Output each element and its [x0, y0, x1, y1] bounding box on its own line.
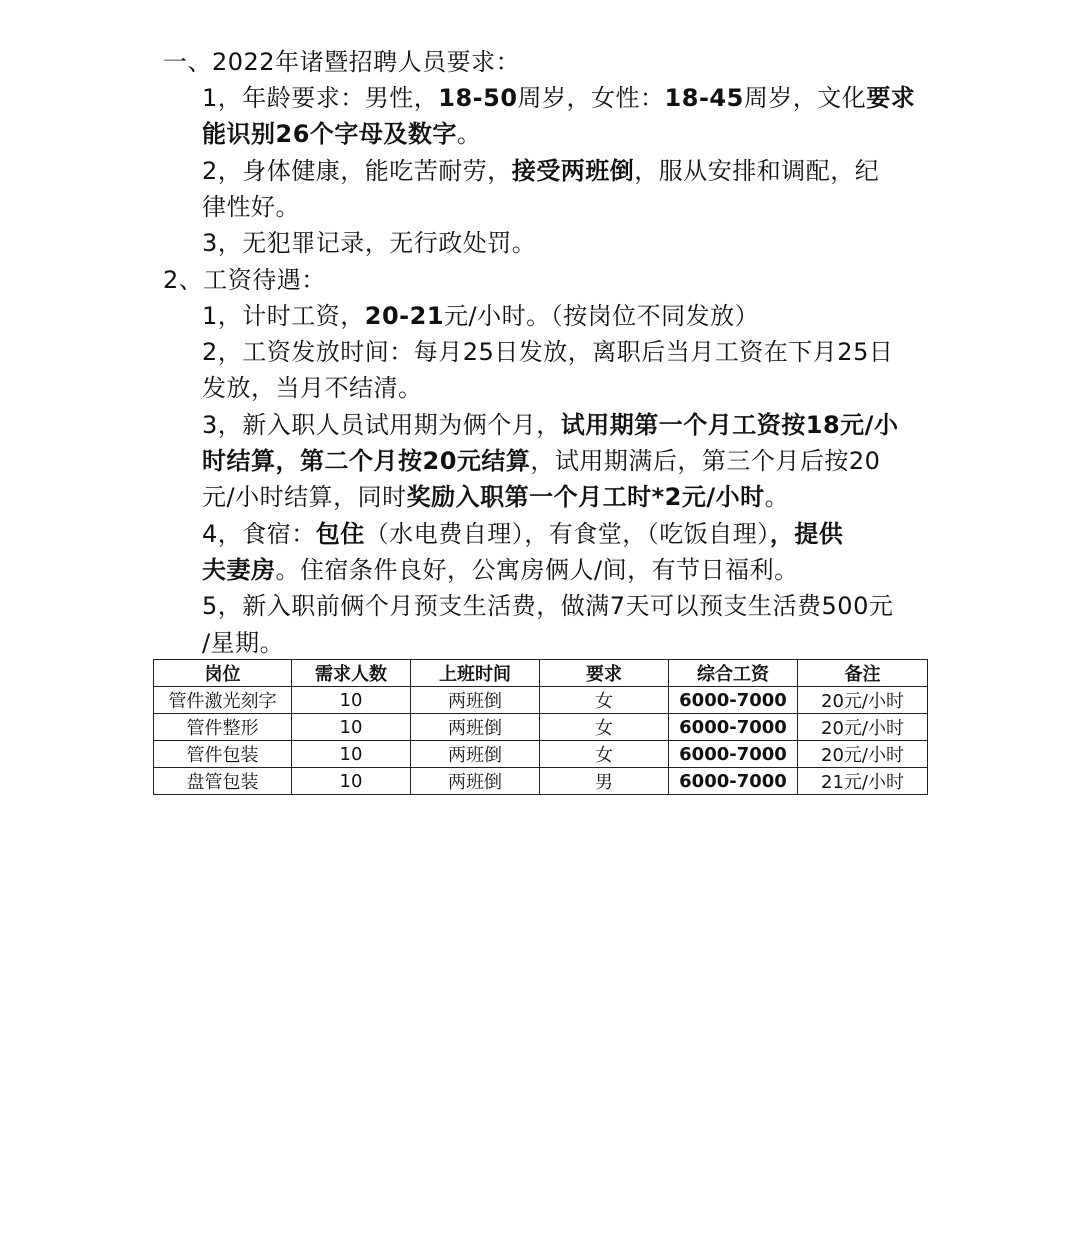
wage-hourly	[202, 298, 759, 334]
cell-note: 21元/小时	[798, 768, 928, 795]
cell-headcount: 10	[292, 714, 411, 741]
text-run: 1，计时工资，	[202, 302, 365, 330]
positions-table	[153, 659, 928, 795]
text-run: （水电费自理），有食堂，（吃饭自理）	[364, 520, 770, 548]
wage-probation-line-1	[202, 407, 898, 443]
text-run: 元/小时结算，同时	[202, 483, 407, 511]
cell-position: 盘管包装	[154, 768, 292, 795]
lodging-line-2	[202, 552, 799, 588]
text-run: 。	[764, 483, 790, 511]
lodging-line-1	[202, 516, 843, 552]
requirement-health-line-2: 律性好。	[202, 193, 300, 221]
text-run: 3，新入职人员试用期为俩个月，	[202, 411, 561, 439]
text-run-bold: 包住	[315, 520, 365, 548]
wage-probation-line-2	[202, 443, 880, 479]
header-requirement: 要求	[540, 660, 669, 687]
section-2-title: 2、工资待遇：	[163, 266, 326, 294]
text-run: 周岁，女性：	[517, 84, 665, 112]
header-salary: 综合工资	[669, 660, 798, 687]
cell-requirement: 女	[540, 687, 669, 714]
cell-salary: 6000-7000	[669, 687, 798, 714]
text-run-bold: ，提供	[769, 520, 844, 548]
table-header-row	[154, 660, 928, 687]
wage-payday-line-1: 2，工资发放时间：每月25日发放，离职后当月工资在下月25日	[202, 338, 894, 366]
cell-salary: 6000-7000	[669, 768, 798, 795]
cell-requirement: 女	[540, 741, 669, 768]
requirement-age-line-1	[202, 80, 915, 116]
text-run: 4，食宿：	[202, 520, 316, 548]
cell-shift: 两班倒	[411, 768, 540, 795]
header-note: 备注	[798, 660, 928, 687]
wage-payday-line-2: 发放，当月不结清。	[202, 374, 423, 402]
text-run-bold: 18-45	[664, 84, 744, 112]
advance-line-1: 5，新入职前俩个月预支生活费，做满7天可以预支生活费500元	[202, 592, 894, 620]
table-row	[154, 741, 928, 768]
header-shift: 上班时间	[411, 660, 540, 687]
cell-headcount: 10	[292, 741, 411, 768]
text-run: 周岁，文化	[743, 84, 867, 112]
text-run-bold: 能识别26个字母及数字	[202, 120, 457, 148]
text-run: 。住宿条件良好，公寓房俩人/间，有节日福利。	[275, 556, 799, 584]
text-run-bold: 夫妻房	[202, 556, 276, 584]
text-run-bold: 20-21	[364, 302, 445, 330]
cell-shift: 两班倒	[411, 687, 540, 714]
table-row	[154, 768, 928, 795]
text-run: ，服从安排和调配，纪	[634, 157, 880, 185]
requirement-age-line-2	[202, 116, 481, 152]
cell-salary: 6000-7000	[669, 741, 798, 768]
text-run: ，试用期满后，第三个月后按20	[530, 447, 881, 475]
table-row	[154, 714, 928, 741]
cell-position: 管件激光刻字	[154, 687, 292, 714]
text-run-bold: 接受两班倒	[511, 157, 635, 185]
text-run: 2，身体健康，能吃苦耐劳，	[202, 157, 512, 185]
text-run-bold: 18-50	[438, 84, 518, 112]
section-1-title: 一、2022年诸暨招聘人员要求：	[163, 48, 521, 76]
cell-position: 管件包装	[154, 741, 292, 768]
cell-shift: 两班倒	[411, 741, 540, 768]
text-run-bold: 时结算，第二个月按20元结算	[202, 447, 531, 475]
text-run: 。	[456, 120, 482, 148]
cell-note: 20元/小时	[798, 741, 928, 768]
wage-probation-line-3	[202, 479, 789, 515]
cell-note: 20元/小时	[798, 714, 928, 741]
text-run-bold: 要求	[866, 84, 916, 112]
cell-salary: 6000-7000	[669, 714, 798, 741]
text-run-bold: 试用期第一个月工资按18元/小	[560, 411, 899, 439]
text-run: 元/小时。（按岗位不同发放）	[444, 302, 760, 330]
cell-requirement: 女	[540, 714, 669, 741]
text-run-bold: 奖励入职第一个月工时*2元/小时	[406, 483, 765, 511]
advance-line-2: /星期。	[202, 629, 285, 657]
requirement-record: 3，无犯罪记录，无行政处罚。	[202, 229, 537, 257]
cell-headcount: 10	[292, 687, 411, 714]
header-headcount: 需求人数	[292, 660, 411, 687]
cell-headcount: 10	[292, 768, 411, 795]
header-position: 岗位	[154, 660, 292, 687]
text-run: 1，年龄要求：男性，	[202, 84, 439, 112]
cell-position: 管件整形	[154, 714, 292, 741]
cell-shift: 两班倒	[411, 714, 540, 741]
requirement-health-line-1	[202, 153, 879, 189]
table-row	[154, 687, 928, 714]
cell-note: 20元/小时	[798, 687, 928, 714]
cell-requirement: 男	[540, 768, 669, 795]
